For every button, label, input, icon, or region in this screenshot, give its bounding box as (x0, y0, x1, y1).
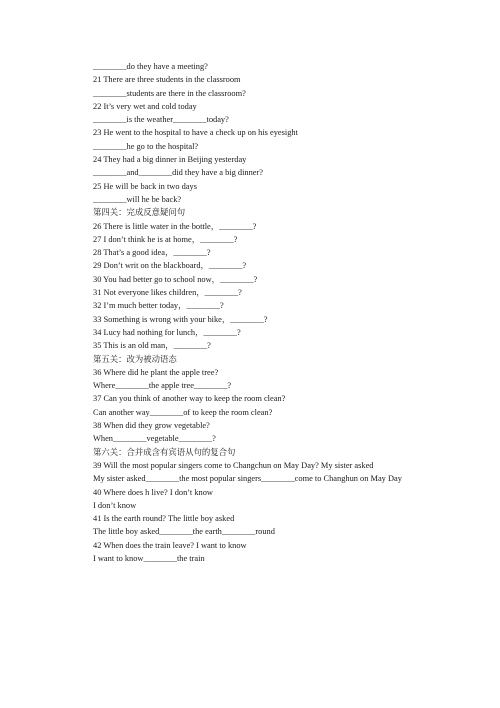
text-line: 22 It’s very wet and cold today (93, 101, 197, 111)
text-line: ________and________did they have a big dinner? (93, 168, 264, 178)
text-line: 25 He will be back in two days (93, 181, 197, 191)
text-line: 34 Lucy had nothing for lunch，________? (93, 327, 241, 337)
exercise-text (93, 60, 493, 565)
text-line: 21 There are three students in the classroom (93, 75, 241, 85)
text-line: ________do they have a meeting? (93, 62, 208, 71)
text-line: 36 Where did he plant the apple tree? (93, 367, 219, 377)
text-line: 40 Where does h live? I don’t know (93, 487, 213, 497)
text-line: My sister asked________the most popular singers________come to Changhun on May Day (93, 474, 402, 484)
text-line: 39 Will the most popular singers come to Changchun on May Day? My sister asked (93, 460, 374, 470)
text-line: 23 He went to the hospital to have a check up on his eyesight (93, 128, 298, 138)
text-line: 41 Is the earth round? The little boy asked (93, 514, 235, 524)
section-heading: 第四关：完成反意疑问句 (93, 208, 186, 218)
text-line: I don’t know (93, 500, 137, 510)
text-line: 35 This is an old man，________? (93, 341, 211, 351)
text-line: 30 You had better go to school now，________? (93, 274, 258, 284)
text-line: 24 They had a big dinner in Beijing yesterday (93, 155, 247, 165)
text-line: 37 Can you think of another way to keep the room clean? (93, 394, 286, 404)
text-line: 26 There is little water in the bottle，________? (93, 221, 257, 231)
text-line: When________vegetable________? (93, 434, 216, 444)
text-line: 42 When does the train leave? I want to know (93, 540, 247, 550)
text-line: 31 Not everyone likes children，________? (93, 288, 242, 298)
text-line: 33 Something is wrong with your bike，________? (93, 314, 268, 324)
text-line: ________students are there in the classroom? (93, 88, 246, 98)
text-line: 28 That’s a good idea，________? (93, 248, 211, 258)
text-line: 27 I don’t think he is at home，________? (93, 234, 238, 244)
section-heading: 第六关：合并成含有宾语从句的复合句 (93, 447, 236, 457)
text-line: Can another way________of to keep the room clean? (93, 407, 273, 417)
text-line: 32 I’m much better today，________? (93, 301, 224, 311)
text-line: I want to know________the train (93, 553, 205, 563)
text-line: The little boy asked________the earth________round (93, 527, 275, 537)
text-line: 29 Don’t writ on the blackboard，________? (93, 261, 247, 271)
text-line: 38 When did they grow vegetable? (93, 421, 210, 431)
text-line: ________will he be back? (93, 194, 182, 204)
text-line: ________he go to the hospital? (93, 141, 199, 151)
section-heading: 第五关：改为被动语态 (93, 354, 177, 364)
text-line: ________is the weather________today? (93, 115, 229, 125)
text-line: Where________the apple tree________? (93, 381, 232, 391)
